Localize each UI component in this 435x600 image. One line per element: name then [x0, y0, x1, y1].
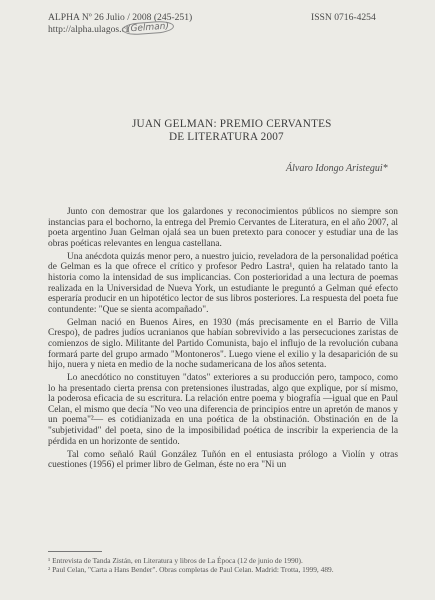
article-title-line1: JUAN GELMAN: PREMIO CERVANTES [132, 118, 332, 130]
body-paragraph: Gelman nació en Buenos Aires, en 1930 (más precisamente en el Barrio de Villa Crespo), de padres judíos ucranianos que habían sobrevivido a las persecuciones zaristas de comienzos de siglo. Militante del Partido Comunista, bajo el influjo de la revolución cubana formará parte del grupo armado "Montoneros". Luego viene el exilio y la desaparición de su hijo, nuera y nieta en medio de la noche sudamericana de los años setenta. [48, 317, 398, 371]
footnote-divider [48, 551, 102, 552]
issn-number: ISSN 0716-4254 [311, 12, 376, 23]
article-title-line2: DE LITERATURA 2007 [169, 131, 284, 143]
journal-url: http://alpha.ulagos.cl [48, 24, 129, 35]
article-author: Álvaro Idongo Aristegui* [286, 163, 388, 174]
handwritten-annotation: (Gelman) [122, 20, 175, 36]
journal-citation: ALPHA Nº 26 Julio / 2008 (245-251) [48, 12, 193, 23]
footnote: ¹ Entrevista de Tanda Zistán, en Literatura y libros de La Época (12 de junio de 1990). [48, 556, 303, 565]
body-paragraph: Una anécdota quizás menor pero, a nuestro juicio, reveladora de la personalidad poética de Gelman es la que ofrece el crítico y profesor Pedro Lastra¹, quien ha relatado tanto la historia como la intensidad de sus implicancias. Con posterioridad a una lectura de poemas realizada en la Universidad de Nueva York, un estudiante le preguntó a Gelman qué efecto esperaría producir en un hipotético lector de sus libros posteriores. La respuesta del poeta fue contundente: "Que se sienta acompañado". [48, 251, 398, 315]
footnote: ² Paul Celan, "Carta a Hans Bender". Obras completas de Paul Celan. Madrid: Trotta, 1999, 489. [48, 565, 334, 574]
body-paragraph: Tal como señaló Raúl González Tuñón en el entusiasta prólogo a Violín y otras cuestiones (1956) el primer libro de Gelman, éste no era "Ni un [48, 449, 398, 471]
body-paragraph: Junto con demostrar que los galardones y reconocimientos públicos no siempre son instancias para el bochorno, la entrega del Premio Cervantes de Literatura, en el año 2007, al poeta argentino Juan Gelman ojalá sea un buen pretexto para conocer y estudiar una de las obras poéticas relevantes en lengua castellana. [48, 207, 398, 249]
body-paragraph: Lo anecdótico no constituyen "datos" exteriores a su producción pero, tampoco, como lo ha presentado cierta prensa con pretensiones ilustradas, algo que explique, por sí mismo, la poderosa eficacia de su escritura. La relación entre poema y biografía —igual que en Paul Celan, el mismo que decía "No veo una diferencia de principios entre un apretón de manos y un poema"²— es cotidianizada en una poética de la obstinación. Obstinación en de la "subjetividad" del poeta, sino de la imposibilidad poética de inscribir la experiencia de la pérdida en un horizonte de sentido. [48, 373, 398, 447]
footnotes [48, 556, 398, 574]
article-body [48, 207, 398, 473]
